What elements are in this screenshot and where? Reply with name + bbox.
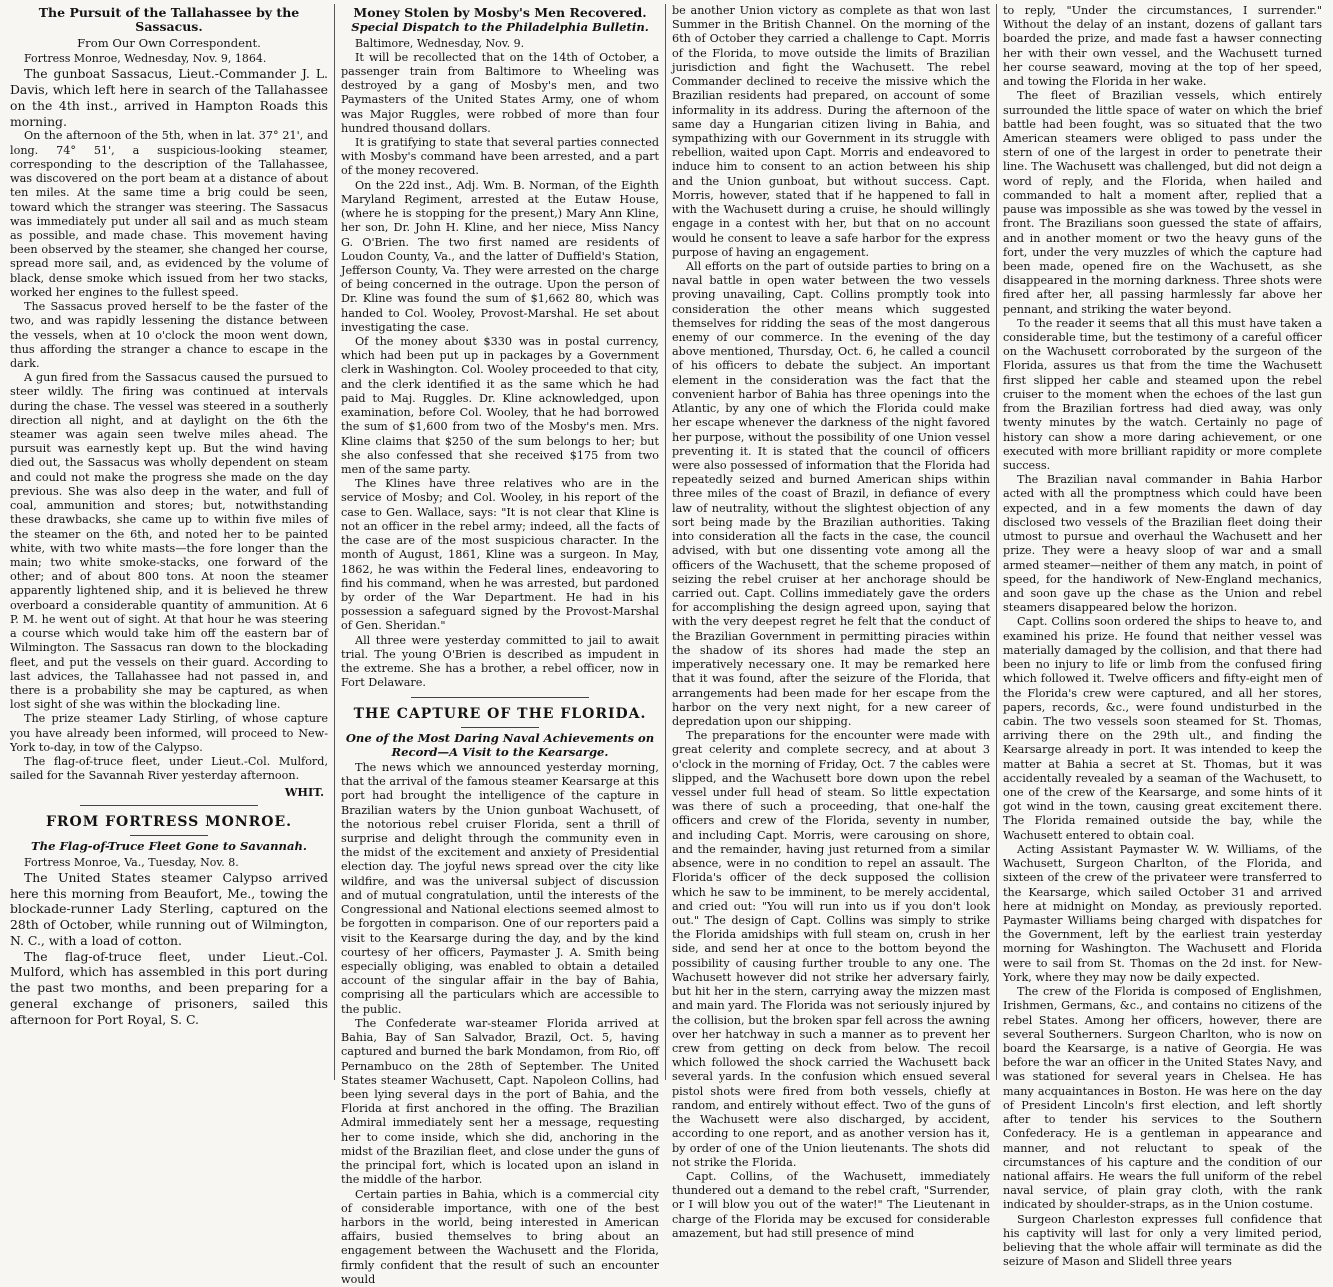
paragraph: The prize steamer Lady Stirling, of whose capture you have already been informed, will proceed to New-York to-day, in tow of the Calypso. xyxy=(10,712,328,755)
paragraph: The Sassacus proved herself to be the faster of the two, and was rapidly lessening the distance between the vessels, when at 10 o'clock the moon went down, thus affording the stranger a chance to escape in the dark. xyxy=(10,300,328,371)
article-dateline: Fortress Monroe, Va., Tuesday, Nov. 8. xyxy=(10,856,328,870)
paragraph: The Klines have three relatives who are in the service of Mosby; and Col. Wooley, in his report of the case to Gen. Wallace, says: "It is not clear that Kline is not an officer in the rebel army; indeed, all the facts of the case are of the most suspicious character. In the month of August, 1861, Kline was a surgeon. In May, 1862, he was within the Federal lines, endeavoring to find his command, when he was arrested, but pardoned by order of the War Department. He had in his possession a safeguard signed by the Provost-Marshal of Gen. Sheridan." xyxy=(341,477,659,633)
article-headline: The Pursuit of the Tallahassee by the Sassacus. xyxy=(10,6,328,35)
paragraph: On the 22d inst., Adj. Wm. B. Norman, of the Eighth Maryland Regiment, arrested at the Eutaw House, (where he is stopping for the present,) Mary Ann Kline, her son, Dr. John H. Kline, and her niece, Miss Nancy G. O'Brien. The two first named are residents of Loudon County, Va., and the latter of Duffield's Station, Jefferson County, Va. They were arrested on the charge of being concerned in the outrage. Upon the person of Dr. Kline was found the sum of $1,662 80, which was handed to Col. Wooley, Provost-Marshal. He set about investigating the case. xyxy=(341,179,659,335)
paragraph: On the afternoon of the 5th, when in lat. 37° 21', and long. 74° 51', a suspicious-looking steamer, corresponding to the description of the Tallahassee, was discovered on the port beam at a distance of about ten miles. At the same time a brig could be seen, toward which the stranger was steering. The Sassacus was immediately put under all sail and as much steam as possible, and made chase. This movement having been observed by the steamer, she changed her course, spread more sail, and, as evidenced by the volume of black, dense smoke which issued from her two stacks, worked her engines to the fullest speed. xyxy=(10,129,328,300)
article-dateline: Baltimore, Wednesday, Nov. 9. xyxy=(341,37,659,51)
paragraph: It will be recollected that on the 14th of October, a passenger train from Baltimore to Wheeling was destroyed by a gang of Mosby's men, and two Paymasters of the United States Army, one of whom was Major Ruggles, were robbed of more than four hundred thousand dollars. xyxy=(341,51,659,136)
article-dateline: Fortress Monroe, Wednesday, Nov. 9, 1864. xyxy=(10,52,328,66)
paragraph: It is gratifying to state that several parties connected with Mosby's command have been arrested, and a part of the money recovered. xyxy=(341,136,659,179)
article-headline: Money Stolen by Mosby's Men Recovered. xyxy=(341,6,659,20)
article-subhead: Special Dispatch to the Philadelphia Bulletin. xyxy=(341,21,659,34)
paragraph: All three were yesterday committed to jail to await trial. The young O'Brien is described as impudent in the extreme. She has a brother, a rebel officer, now in Fort Delaware. xyxy=(341,634,659,691)
article-signature: WHIT. xyxy=(10,785,324,799)
paragraph: Acting Assistant Paymaster W. W. Williams, of the Wachusett, Surgeon Charlton, of the Florida, and sixteen of the crew of the privateer were transferred to the Kearsarge, which sailed October 31 and arrived here at midnight on Monday, as previously reported. Paymaster Williams being charged with dispatches for the Government, left by the earliest train yesterday morning for Washington. The Wachusett and Florida were to sail from St. Thomas on the 2d inst. for New-York, where they may now be daily expected. xyxy=(1003,843,1322,985)
paragraph: The United States steamer Calypso arrived here this morning from Beaufort, Me., towing the blockade-runner Lady Sterling, captured on the 28th of October, while running out of Wilmington, N. C., with a load of cotton. xyxy=(10,870,328,949)
article-headline: THE CAPTURE OF THE FLORIDA. xyxy=(341,706,659,724)
paragraph: The flag-of-truce fleet, under Lieut.-Col. Mulford, sailed for the Savannah River yesterday afternoon. xyxy=(10,755,328,783)
paragraph: All efforts on the part of outside parties to bring on a naval battle in open water between the two vessels proving unavailing, Capt. Collins promptly took into consideration the other means which suggested themselves for ridding the seas of the most dangerous enemy of our commerce. In the evening of the day above mentioned, Thursday, Oct. 6, he called a council of his officers to debate the subject. An important element in the consideration was the fact that the convenient harbor of Bahia has three openings into the Atlantic, by any one of which the Florida could make her escape whenever the darkness of the night favored her purpose, without the possibility of one Union vessel preventing it. It is stated that the council of officers were also possessed of information that the Florida had repeatedly seized and burned American ships within three miles of the coast of Brazil, in defiance of every law of neutrality, without the slightest objection of any sort being made by the Brazilian authorities. Taking into consideration all the facts in the case, the council advised, with but one dissenting vote among all the officers of the Wachusett, that the scheme proposed of seizing the rebel cruiser at her anchorage should be carried out. Capt. Collins immediately gave the orders for accomplishing the design agreed upon, saying that with the very deepest regret he felt that the conduct of the Brazilian Government in permitting piracies within the shadow of its shores had made the step an imperatively necessary one. It may be remarked here that it was found, after the seizure of the Florida, that arrangements had been made for her escape from the harbor on the very next night, for a new career of depredation upon our shipping. xyxy=(672,260,990,729)
column-4 xyxy=(997,4,1328,1080)
paragraph: Of the money about $330 was in postal currency, which had been put up in packages by a Government clerk in Washington. Col. Wooley proceeded to that city, and the clerk identified it as the same which he had paid to Maj. Ruggles. Dr. Kline acknowledged, upon examination, before Col. Wooley, that he had borrowed the sum of $1,600 from two of the Mosby's men. Mrs. Kline claims that $250 of the sum belongs to her; but she also confessed that she received $175 from two men of the same party. xyxy=(341,335,659,477)
paragraph: The news which we announced yesterday morning, that the arrival of the famous steamer Kearsarge at this port had brought the intelligence of the capture in Brazilian waters by the Union gunboat Wachusett, of the notorious rebel cruiser Florida, sent a thrill of surprise and delight through the community even in the midst of the excitement and anxiety of Presidential election day. The joyful news spread over the city like wildfire, and was the universal subject of discussion and of mutual congratulation, until the interests of the Congressional and National elections seemed almost to be forgotten in comparison. One of our reporters paid a visit to the Kearsarge during the day, and by the kind courtesy of her officers, Paymaster J. A. Smith being especially obliging, was enabled to obtain a detailed account of the singular affair in the bay of Bahia, comprising all the particulars which are accessible to the public. xyxy=(341,761,659,1017)
article-divider xyxy=(411,697,589,698)
paragraph: Surgeon Charleston expresses full confidence that his captivity will last for only a very limited period, believing that the whole affair will terminate as did the seizure of Mason and Slidell three years xyxy=(1003,1213,1322,1270)
paragraph: The Brazilian naval commander in Bahia Harbor acted with all the promptness which could have been expected, and in a few moments the dawn of day disclosed two vessels of the Brazilian fleet doing their utmost to pursue and overhaul the Wachusett and her prize. They were a heavy sloop of war and a small armed steamer—neither of them any match, in point of speed, for the handiwork of New-England mechanics, and soon gave up the chase as the Union and rebel steamers disappeared below the horizon. xyxy=(1003,473,1322,615)
article-divider xyxy=(80,805,258,806)
paragraph: The Confederate war-steamer Florida arrived at Bahia, Bay of San Salvador, Brazil, Oct. 5, having captured and burned the bark Mondamon, from Rio, off Pernambuco on the 28th of September. The United States steamer Wachusett, Capt. Napoleon Collins, had been lying several days in the port of Bahia, and the Florida at first anchored in the offing. The Brazilian Admiral immediately sent her a message, requesting her to come inside, which she did, anchoring in the midst of the Brazilian fleet, and close under the guns of the principal fort, which is located upon an island in the middle of the harbor. xyxy=(341,1017,659,1188)
paragraph: The flag-of-truce fleet, under Lieut.-Col. Mulford, which has assembled in this port during the past two months, and been preparing for a general exchange of prisoners, sailed this afternoon for Port Royal, S. C. xyxy=(10,949,328,1028)
paragraph: Capt. Collins, of the Wachusett, immediately thundered out a demand to the rebel craft, "Surrender, or I will blow you out of the water!" The Lieutenant in charge of the Florida may be excused for considerable amazement, but had still presence of mind xyxy=(672,1170,990,1241)
headline-divider xyxy=(461,727,539,728)
paragraph: The crew of the Florida is composed of Englishmen, Irishmen, Germans, &c., and contains no citizens of the rebel States. Among her officers, however, there are several Southerners. Surgeon Charlton, who is now on board the Kearsarge, is a native of Georgia. He was before the war an officer in the United States Navy, and was stationed for several years in Chelsea. He has many acquaintances in Boston. He was here on the day of President Lincoln's first election, and left shortly after to tender his services to the Southern Confederacy. He is a gentleman in appearance and manner, and not reluctant to speak of the circumstances of his capture and the condition of our national affairs. He wears the full uniform of the rebel naval service, of plain gray cloth, with the rank indicated by shoulder-straps, as in the Union costume. xyxy=(1003,985,1322,1213)
column-3 xyxy=(666,4,997,1080)
column-2 xyxy=(335,4,666,1080)
article-byline: From Our Own Correspondent. xyxy=(10,36,328,51)
article-headline: FROM FORTRESS MONROE. xyxy=(10,814,328,832)
article-subhead: One of the Most Daring Naval Achievements on Record—A Visit to the Kearsarge. xyxy=(341,732,659,759)
paragraph: to reply, "Under the circumstances, I surrender." Without the delay of an instant, dozens of gallant tars boarded the prize, and made fast a hawser connecting her with their own vessel, and the Wachusett turned her course seaward, moving at the top of her speed, and towing the Florida in her wake. xyxy=(1003,4,1322,89)
paragraph: Capt. Collins soon ordered the ships to heave to, and examined his prize. He found that neither vessel was materially damaged by the collision, and that there had been no injury to life or limb from the confused firing which followed it. Twelve officers and fifty-eight men of the Florida's crew were captured, and all her stores, papers, records, &c., were found undisturbed in the cabin. The two vessels soon steamed for St. Thomas, arriving there on the 29th ult., and finding the Kearsarge already in port. It was intended to keep the matter at Bahia a secret at St. Thomas, but it was accidentally revealed by a seaman of the Wachusett, to one of the crew of the Kearsarge, and some hints of it got wind in the town, causing great excitement there. The Florida remained outside the bay, while the Wachusett entered to obtain coal. xyxy=(1003,615,1322,843)
article-subhead: The Flag-of-Truce Fleet Gone to Savannah. xyxy=(10,840,328,853)
paragraph: To the reader it seems that all this must have taken a considerable time, but the testimony of a careful officer on the Wachusett corroborated by the surgeon of the Florida, assures us that from the time the Wachusett first slipped her cable and steamed upon the rebel cruiser to the moment when the echoes of the last gun from the Brazilian fortress had died away, was only twenty minutes by the watch. Certainly no page of history can show a more daring achievement, or one executed with more brilliant rapidity or more complete success. xyxy=(1003,317,1322,473)
headline-divider xyxy=(130,835,208,836)
paragraph: The fleet of Brazilian vessels, which entirely surrounded the little space of water on which the brief battle had been fought, was so situated that the two American steamers were obliged to pass under the stern of one of the largest in order to penetrate their line. The Wachusett was challenged, but did not deign a word of reply, and the Florida, when hailed and commanded to halt a moment after, replied that a pause was impossible as she was towed by the vessel in front. The Brazilians soon guessed the state of affairs, and in another moment or two the heavy guns of the fort, under the very muzzles of which the capture had been made, opened fire on the Wachusett, as she disappeared in the morning darkness. Three shots were fired after her, all passing harmlessly far above her pennant, and striking the water beyond. xyxy=(1003,89,1322,317)
paragraph: The preparations for the encounter were made with great celerity and complete secrecy, and at about 3 o'clock in the morning of Friday, Oct. 7 the cables were slipped, and the Wachusett bore down upon the rebel vessel under full head of steam. So little expectation was there of such a proceeding, that one-half the officers and crew of the Florida, seventy in number, and including Capt. Morris, were carousing on shore, and the remainder, having just returned from a similar absence, were in no condition to repel an assault. The Florida's officer of the deck supposed the collision which he saw to be imminent, to be merely accidental, and cried out: "You will run into us if you don't look out." The design of Capt. Collins was simply to strike the Florida amidships with full steam on, crush in her side, and send her at once to the bottom beyond the possibility of causing further trouble to any one. The Wachusett however did not strike her adversary fairly, but hit her in the stern, carrying away the mizzen mast and main yard. The Florida was not seriously injured by the collision, but the broken spar fell across the awning over her hatchway in such a manner as to prevent her crew from getting on deck from below. The recoil which followed the shock carried the Wachusett back several yards. In the confusion which ensued several pistol shots were fired from both vessels, chiefly at random, and entirely without effect. Two of the guns of the Wachusett were also discharged, by accident, according to one report, and as another version has it, by order of one of the Union lieutenants. The shots did not strike the Florida. xyxy=(672,729,990,1170)
paragraph: The gunboat Sassacus, Lieut.-Commander J. L. Davis, which left here in search of the Tallahassee on the 4th inst., arrived in Hampton Roads this morning. xyxy=(10,66,328,129)
column-1 xyxy=(4,4,335,1080)
paragraph: be another Union victory as complete as that won last Summer in the British Channel. On the morning of the 6th of October they carried a challenge to Capt. Morris of the Florida, to move outside the limits of Brazilian jurisdiction and fight the Wachusett. The rebel Commander declined to receive the missive which the Brazilian residents had prepared, on account of some informality in its address. During the afternoon of the same day a Hungarian citizen living in Bahia, and sympathizing with our Government in its struggle with rebellion, waited upon Capt. Morris and endeavored to induce him to consent to an action between his ship and the Union gunboat, but without success. Capt. Morris, however, stated that if he happened to fall in with the Wachusett during a cruise, he should willingly engage in a contest with her, but that on no account would he consent to leave a safe harbor for the express purpose of having an engagement. xyxy=(672,4,990,260)
paragraph: A gun fired from the Sassacus caused the pursued to steer wildly. The firing was continued at intervals during the chase. The vessel was steered in a southerly direction all night, and at daylight on the 6th the steamer was again seen twelve miles ahead. The pursuit was earnestly kept up. But the wind having died out, the Sassacus was wholly dependent on steam and could not make the progress she made on the day previous. She was also deep in the water, and full of coal, ammunition and stores; but, notwithstanding these drawbacks, she came up to within five miles of the steamer on the 6th, and noted her to be painted white, with two white masts—the fore longer than the main; two white smoke-stacks, one forward of the other; and of about 800 tons. At noon the steamer apparently lightened ship, and it is believed he threw overboard a considerable quantity of ammunition. At 6 P. M. he went out of sight. At that hour he was steering a course which would take him off the eastern bar of Wilmington. The Sassacus ran down to the blockading fleet, and put the vessels on their guard. According to last advices, the Tallahassee had not passed in, and there is a probability she may be captured, as when lost sight of she was within the blockading line. xyxy=(10,371,328,712)
paragraph: Certain parties in Bahia, which is a commercial city of considerable importance, with one of the best harbors in the world, being interested in American affairs, busied themselves to bring about an engagement between the Wachusett and the Florida, firmly confident that the result of such an encounter would xyxy=(341,1188,659,1287)
